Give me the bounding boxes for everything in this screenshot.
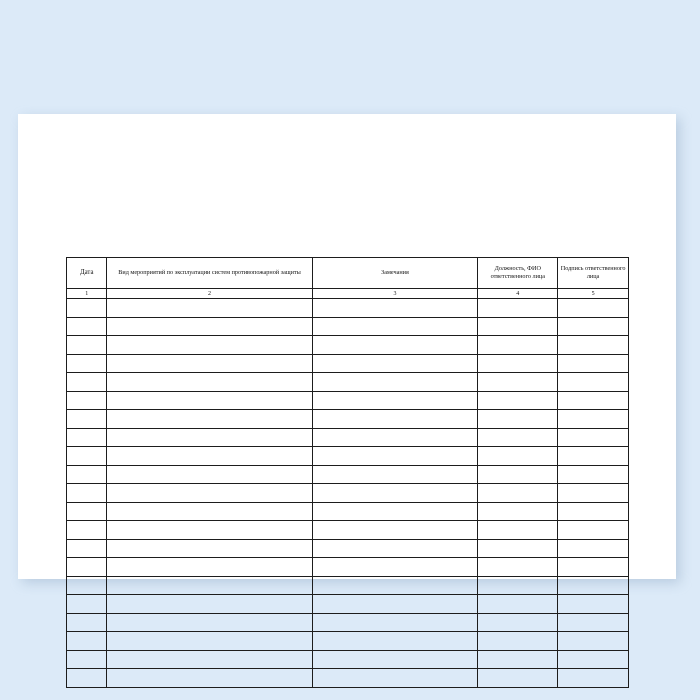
table-row[interactable] bbox=[67, 373, 629, 392]
table-cell[interactable] bbox=[107, 428, 312, 447]
table-cell[interactable] bbox=[558, 354, 629, 373]
table-cell[interactable] bbox=[67, 299, 107, 318]
table-cell[interactable] bbox=[558, 373, 629, 392]
table-cell[interactable] bbox=[67, 669, 107, 688]
table-cell[interactable] bbox=[478, 410, 558, 429]
table-cell[interactable] bbox=[312, 669, 478, 688]
table-row[interactable] bbox=[67, 428, 629, 447]
table-cell[interactable] bbox=[478, 299, 558, 318]
table-cell[interactable] bbox=[478, 391, 558, 410]
table-cell[interactable] bbox=[107, 410, 312, 429]
table-cell[interactable] bbox=[558, 317, 629, 336]
table-cell[interactable] bbox=[107, 539, 312, 558]
table-row[interactable] bbox=[67, 558, 629, 577]
table-cell[interactable] bbox=[312, 373, 478, 392]
table-cell[interactable] bbox=[67, 613, 107, 632]
table-cell[interactable] bbox=[558, 669, 629, 688]
table-cell[interactable] bbox=[558, 465, 629, 484]
table-cell[interactable] bbox=[67, 521, 107, 540]
table-cell[interactable] bbox=[67, 484, 107, 503]
column-header-signature: Подпись ответственного лица bbox=[558, 258, 629, 289]
table-cell[interactable] bbox=[107, 558, 312, 577]
table-cell[interactable] bbox=[107, 317, 312, 336]
column-number-3: 3 bbox=[312, 289, 478, 299]
table-cell[interactable] bbox=[312, 484, 478, 503]
table-cell[interactable] bbox=[312, 650, 478, 669]
table-cell[interactable] bbox=[67, 502, 107, 521]
table-row[interactable] bbox=[67, 336, 629, 355]
column-number-row bbox=[67, 289, 629, 299]
column-number-2: 2 bbox=[107, 289, 312, 299]
table-cell[interactable] bbox=[312, 632, 478, 651]
table-cell[interactable] bbox=[478, 317, 558, 336]
table-cell[interactable] bbox=[558, 650, 629, 669]
table-cell[interactable] bbox=[558, 428, 629, 447]
table-cell[interactable] bbox=[67, 447, 107, 466]
table-cell[interactable] bbox=[558, 336, 629, 355]
table-row[interactable] bbox=[67, 410, 629, 429]
table-row[interactable] bbox=[67, 465, 629, 484]
table-cell[interactable] bbox=[478, 502, 558, 521]
table-cell[interactable] bbox=[558, 484, 629, 503]
table-cell[interactable] bbox=[558, 447, 629, 466]
table-cell[interactable] bbox=[67, 336, 107, 355]
table-cell[interactable] bbox=[312, 299, 478, 318]
table-cell[interactable] bbox=[107, 502, 312, 521]
table-cell[interactable] bbox=[558, 613, 629, 632]
table-cell[interactable] bbox=[478, 465, 558, 484]
table-cell[interactable] bbox=[107, 354, 312, 373]
table-cell[interactable] bbox=[558, 539, 629, 558]
table-cell[interactable] bbox=[107, 299, 312, 318]
table-cell[interactable] bbox=[478, 595, 558, 614]
table-cell[interactable] bbox=[478, 650, 558, 669]
table-row[interactable] bbox=[67, 317, 629, 336]
table-row[interactable] bbox=[67, 299, 629, 318]
table-cell[interactable] bbox=[478, 354, 558, 373]
table-cell[interactable] bbox=[107, 650, 312, 669]
table-cell[interactable] bbox=[312, 410, 478, 429]
table-row[interactable] bbox=[67, 539, 629, 558]
table-row[interactable] bbox=[67, 391, 629, 410]
table-cell[interactable] bbox=[312, 391, 478, 410]
table-cell[interactable] bbox=[67, 576, 107, 595]
header-row bbox=[67, 258, 629, 289]
table-cell[interactable] bbox=[67, 354, 107, 373]
table-cell[interactable] bbox=[312, 613, 478, 632]
table-cell[interactable] bbox=[67, 558, 107, 577]
table-header bbox=[67, 258, 629, 299]
table-cell[interactable] bbox=[478, 669, 558, 688]
table-cell[interactable] bbox=[558, 391, 629, 410]
table-cell[interactable] bbox=[67, 410, 107, 429]
table-cell[interactable] bbox=[558, 521, 629, 540]
table-cell[interactable] bbox=[312, 502, 478, 521]
table-cell[interactable] bbox=[67, 595, 107, 614]
table-row[interactable] bbox=[67, 650, 629, 669]
table-cell[interactable] bbox=[478, 632, 558, 651]
table-row[interactable] bbox=[67, 669, 629, 688]
column-number-4: 4 bbox=[478, 289, 558, 299]
table-cell[interactable] bbox=[312, 539, 478, 558]
paper-sheet bbox=[18, 114, 676, 579]
table-cell[interactable] bbox=[558, 576, 629, 595]
column-header-remarks: Замечания bbox=[312, 258, 478, 289]
table-row[interactable] bbox=[67, 576, 629, 595]
table-cell[interactable] bbox=[107, 576, 312, 595]
table-cell[interactable] bbox=[558, 299, 629, 318]
table-cell[interactable] bbox=[107, 484, 312, 503]
table-cell[interactable] bbox=[558, 410, 629, 429]
table-cell[interactable] bbox=[107, 669, 312, 688]
table-cell[interactable] bbox=[312, 447, 478, 466]
table-cell[interactable] bbox=[107, 447, 312, 466]
table-cell[interactable] bbox=[478, 576, 558, 595]
table-cell[interactable] bbox=[478, 613, 558, 632]
table-row[interactable] bbox=[67, 521, 629, 540]
column-header-responsible-person: Должность, ФИО ответственного лица bbox=[478, 258, 558, 289]
table-cell[interactable] bbox=[107, 465, 312, 484]
table-cell[interactable] bbox=[67, 539, 107, 558]
table-cell[interactable] bbox=[107, 373, 312, 392]
table-body bbox=[67, 299, 629, 688]
table-cell[interactable] bbox=[107, 595, 312, 614]
table-cell[interactable] bbox=[558, 595, 629, 614]
column-header-date: Дата bbox=[67, 258, 107, 289]
table-cell[interactable] bbox=[312, 595, 478, 614]
table-cell[interactable] bbox=[107, 336, 312, 355]
table-row[interactable] bbox=[67, 632, 629, 651]
table-cell[interactable] bbox=[478, 373, 558, 392]
table-cell[interactable] bbox=[67, 391, 107, 410]
table-cell[interactable] bbox=[478, 447, 558, 466]
table-cell[interactable] bbox=[558, 558, 629, 577]
table-cell[interactable] bbox=[67, 650, 107, 669]
table-cell[interactable] bbox=[312, 558, 478, 577]
table-row[interactable] bbox=[67, 595, 629, 614]
table-row[interactable] bbox=[67, 447, 629, 466]
table-cell[interactable] bbox=[107, 521, 312, 540]
table-row[interactable] bbox=[67, 354, 629, 373]
column-number-1: 1 bbox=[67, 289, 107, 299]
journal-table bbox=[66, 257, 629, 688]
table-cell[interactable] bbox=[312, 521, 478, 540]
column-header-activity: Вид мероприятий по эксплуатации систем противопожарной защиты bbox=[107, 258, 312, 289]
table-cell[interactable] bbox=[312, 576, 478, 595]
table-row[interactable] bbox=[67, 502, 629, 521]
table-cell[interactable] bbox=[478, 484, 558, 503]
table-cell[interactable] bbox=[107, 613, 312, 632]
table-cell[interactable] bbox=[67, 373, 107, 392]
journal-table-area bbox=[66, 257, 629, 669]
table-cell[interactable] bbox=[67, 465, 107, 484]
table-cell[interactable] bbox=[478, 558, 558, 577]
column-number-5: 5 bbox=[558, 289, 629, 299]
table-cell[interactable] bbox=[312, 428, 478, 447]
table-cell[interactable] bbox=[312, 354, 478, 373]
table-cell[interactable] bbox=[478, 539, 558, 558]
table-row[interactable] bbox=[67, 613, 629, 632]
table-cell[interactable] bbox=[107, 632, 312, 651]
table-cell[interactable] bbox=[558, 632, 629, 651]
table-cell[interactable] bbox=[67, 317, 107, 336]
table-cell[interactable] bbox=[67, 632, 107, 651]
table-cell[interactable] bbox=[107, 391, 312, 410]
table-cell[interactable] bbox=[478, 428, 558, 447]
table-cell[interactable] bbox=[478, 336, 558, 355]
table-cell[interactable] bbox=[312, 317, 478, 336]
table-cell[interactable] bbox=[312, 336, 478, 355]
table-row[interactable] bbox=[67, 484, 629, 503]
table-cell[interactable] bbox=[478, 521, 558, 540]
table-cell[interactable] bbox=[312, 465, 478, 484]
table-cell[interactable] bbox=[558, 502, 629, 521]
table-cell[interactable] bbox=[67, 428, 107, 447]
